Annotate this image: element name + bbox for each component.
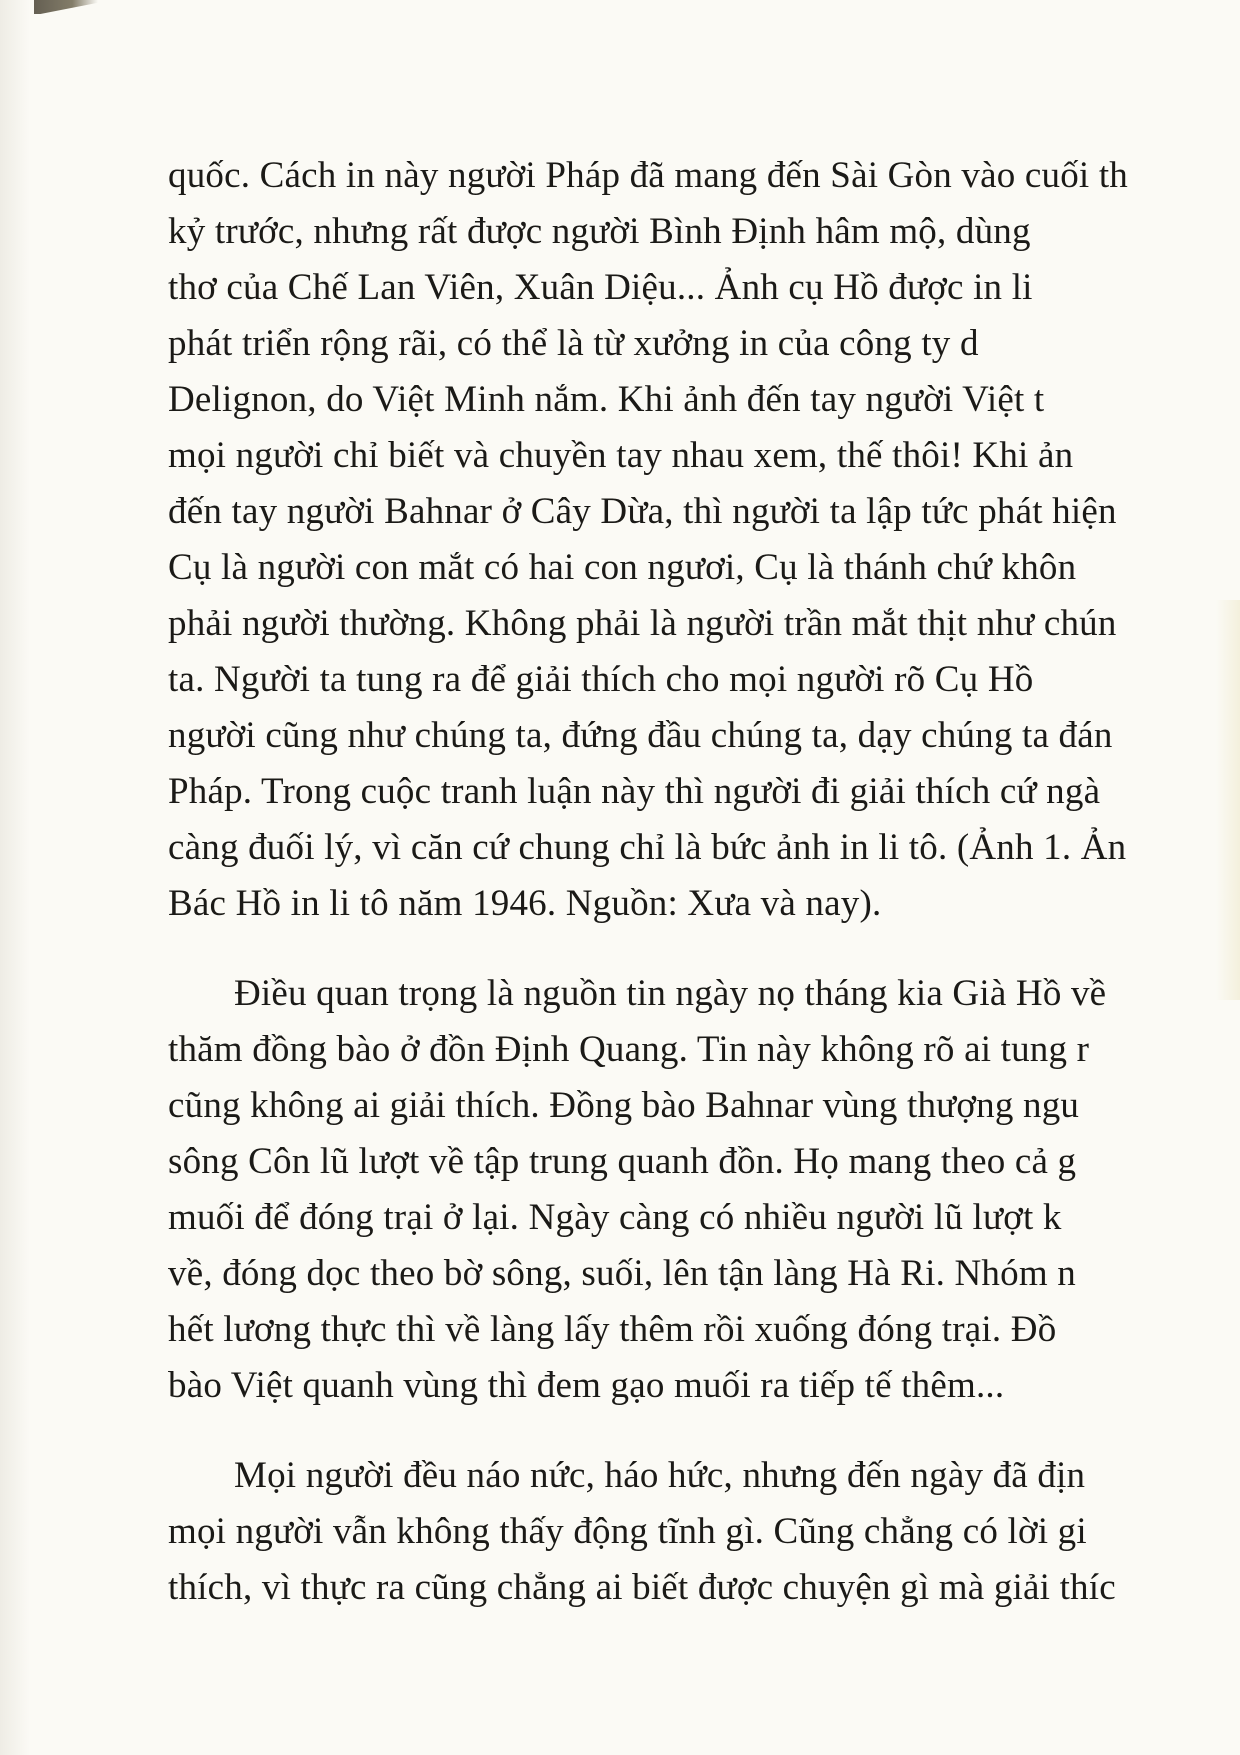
text-line: quốc. Cách in này người Pháp đã mang đến Sài Gòn vào cuối th xyxy=(168,155,1128,196)
paragraph-3 xyxy=(168,1448,1240,1616)
text-line: muối để đóng trại ở lại. Ngày càng có nhiều người lũ lượt k xyxy=(168,1197,1062,1238)
text-line: về, đóng dọc theo bờ sông, suối, lên tận làng Hà Ri. Nhóm n xyxy=(168,1253,1076,1294)
text-line: thăm đồng bào ở đồn Định Quang. Tin này không rõ ai tung r xyxy=(168,1029,1090,1070)
text-line: Pháp. Trong cuộc tranh luận này thì người đi giải thích cứ ngà xyxy=(168,771,1101,812)
paragraph-1 xyxy=(168,148,1240,932)
text-line: kỷ trước, nhưng rất được người Bình Định hâm mộ, dùng xyxy=(168,211,1031,252)
text-line: thích, vì thực ra cũng chẳng ai biết được chuyện gì mà giải thíc xyxy=(168,1567,1116,1608)
text-line: sông Côn lũ lượt về tập trung quanh đồn. Họ mang theo cả g xyxy=(168,1141,1077,1182)
text-line: hết lương thực thì về làng lấy thêm rồi xuống đóng trại. Đồ xyxy=(168,1309,1057,1350)
text-line: Cụ là người con mắt có hai con ngươi, Cụ là thánh chứ khôn xyxy=(168,547,1077,588)
text-line: đến tay người Bahnar ở Cây Dừa, thì người ta lập tức phát hiện xyxy=(168,491,1117,532)
text-line: phải người thường. Không phải là người trần mắt thịt như chún xyxy=(168,603,1117,644)
paragraph-2 xyxy=(168,966,1240,1414)
text-line: Bác Hồ in li tô năm 1946. Nguồn: Xưa và nay). xyxy=(168,883,882,924)
text-line: Điều quan trọng là nguồn tin ngày nọ tháng kia Già Hồ về xyxy=(234,973,1107,1014)
text-line: thơ của Chế Lan Viên, Xuân Diệu... Ảnh cụ Hồ được in li xyxy=(168,267,1033,308)
text-line: bào Việt quanh vùng thì đem gạo muối ra tiếp tế thêm... xyxy=(168,1365,1005,1406)
book-page-text xyxy=(168,148,1240,1628)
text-line: mọi người chỉ biết và chuyền tay nhau xem, thế thôi! Khi ản xyxy=(168,435,1074,476)
text-line: ta. Người ta tung ra để giải thích cho mọi người rõ Cụ Hồ xyxy=(168,659,1034,700)
text-line: người cũng như chúng ta, đứng đầu chúng ta, dạy chúng ta đán xyxy=(168,715,1113,756)
text-line: Mọi người đều náo nức, háo hức, nhưng đến ngày đã địn xyxy=(234,1455,1086,1496)
text-line: cũng không ai giải thích. Đồng bào Bahnar vùng thượng ngu xyxy=(168,1085,1080,1126)
page-corner-mark xyxy=(34,0,98,14)
text-line: càng đuối lý, vì căn cứ chung chỉ là bức ảnh in li tô. (Ảnh 1. Ản xyxy=(168,827,1127,868)
page-edge-shadow xyxy=(0,0,30,1755)
text-line: Delignon, do Việt Minh nắm. Khi ảnh đến tay người Việt t xyxy=(168,379,1045,420)
text-line: mọi người vẫn không thấy động tĩnh gì. Cũng chẳng có lời gi xyxy=(168,1511,1087,1552)
text-line: phát triển rộng rãi, có thể là từ xưởng in của công ty d xyxy=(168,323,979,364)
